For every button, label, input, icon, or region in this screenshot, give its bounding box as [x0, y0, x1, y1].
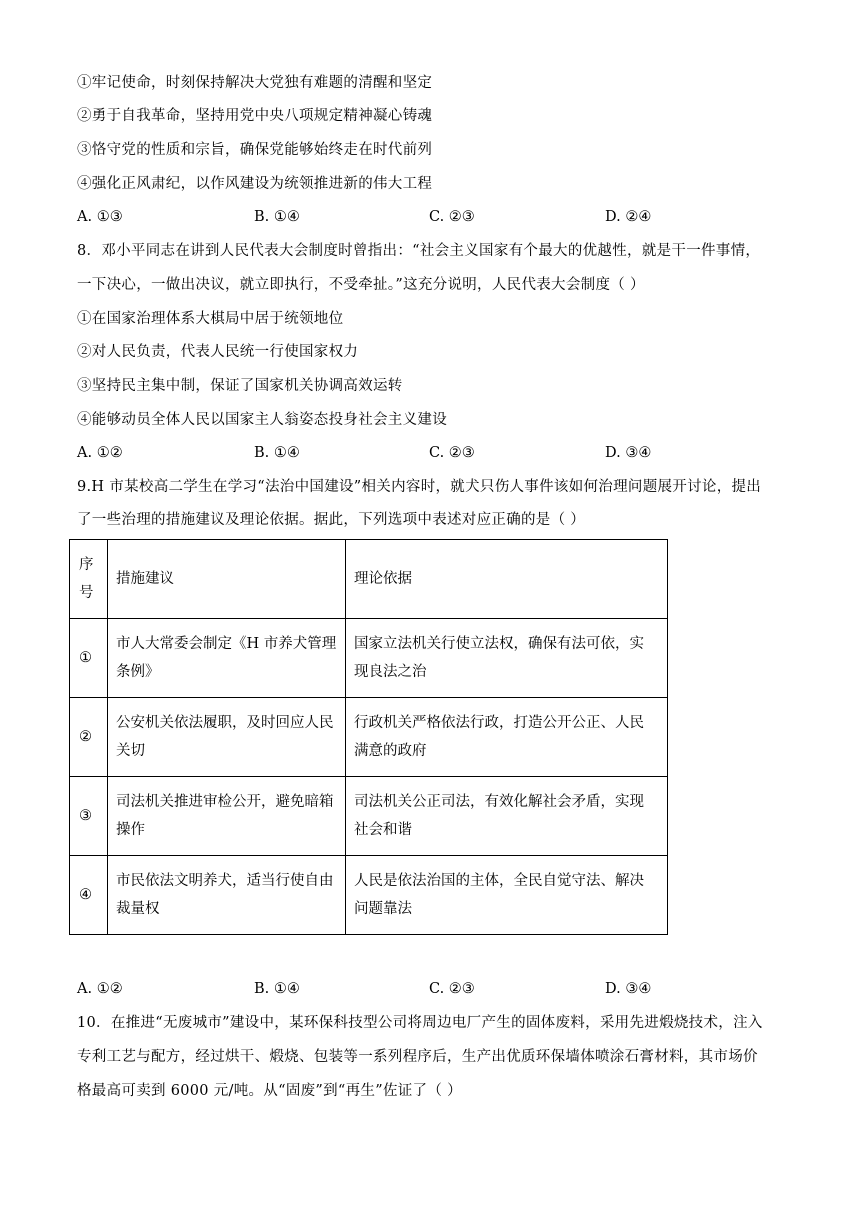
basis-line-1: 司法机关公正司法，有效化解社会矛盾，实现	[354, 794, 644, 810]
suggestion-line-2: 操作	[116, 822, 145, 838]
q8-option-c: C. ②③	[429, 445, 475, 461]
q7-item-3: ③恪守党的性质和宗旨，确保党能够始终走在时代前列	[77, 142, 433, 158]
row-basis	[346, 856, 668, 935]
q8-option-b: B. ①④	[254, 445, 300, 461]
q7-option-a: A. ①③	[77, 209, 123, 225]
q9-options	[77, 979, 797, 999]
suggestion-line-2: 裁量权	[116, 901, 160, 917]
q7-option-d: D. ②④	[605, 209, 652, 225]
q9-option-d: D. ③④	[605, 981, 652, 997]
table-header-row	[70, 540, 668, 619]
suggestion-line-1: 公安机关依法履职，及时回应人民	[116, 715, 334, 731]
basis-line-2: 问题靠法	[354, 901, 412, 917]
q8-option-d: D. ③④	[605, 445, 652, 461]
row-number: ③	[70, 777, 108, 856]
suggestion-line-2: 条例》	[116, 664, 160, 680]
table-row	[70, 619, 668, 698]
table-row	[70, 698, 668, 777]
row-basis	[346, 777, 668, 856]
row-suggestion	[108, 777, 346, 856]
q8-options	[77, 443, 797, 463]
q8-item-3: ③坚持民主集中制，保证了国家机关协调高效运转	[77, 378, 403, 394]
q9-stem-line-1: 9.H 市某校高二学生在学习“法治中国建设”相关内容时，就犬只伤人事件该如何治理问题展开讨论，提出	[77, 479, 762, 495]
basis-line-1: 国家立法机关行使立法权，确保有法可依，实	[354, 636, 644, 652]
row-suggestion	[108, 698, 346, 777]
row-suggestion	[108, 619, 346, 698]
basis-line-2: 现良法之治	[354, 664, 427, 680]
q9-option-a: A. ①②	[77, 981, 123, 997]
q10-stem-line-2: 专利工艺与配方，经过烘干、煅烧、包装等一系列程序后，生产出优质环保墙体喷涂石膏材料，其市场价	[77, 1049, 758, 1065]
header-suggestion: 措施建议	[108, 540, 346, 619]
suggestion-line-1: 司法机关推进审检公开，避免暗箱	[116, 794, 334, 810]
basis-line-1: 行政机关严格依法行政，打造公开公正、人民	[354, 715, 644, 731]
q9-stem-line-2: 了一些治理的措施建议及理论依据。据此，下列选项中表述对应正确的是（ ）	[77, 512, 586, 528]
row-basis	[346, 619, 668, 698]
basis-line-2: 满意的政府	[354, 743, 427, 759]
q9-option-c: C. ②③	[429, 981, 475, 997]
row-basis	[346, 698, 668, 777]
row-number: ①	[70, 619, 108, 698]
q8-item-2: ②对人民负责，代表人民统一行使国家权力	[77, 344, 359, 360]
row-number: ②	[70, 698, 108, 777]
q8-item-1: ①在国家治理体系大棋局中居于统领地位	[77, 311, 344, 327]
q8-stem-line-2: 一下决心，一做出决议，就立即执行，不受牵扯。”这充分说明，人民代表大会制度（ ）	[77, 277, 645, 293]
table-row	[70, 777, 668, 856]
q9-option-b: B. ①④	[254, 981, 300, 997]
q10-stem-line-3: 格最高可卖到 6000 元/吨。从“固废”到“再生”佐证了（ ）	[77, 1083, 462, 1099]
q8-item-4: ④能够动员全体人民以国家主人翁姿态投身社会主义建设	[77, 412, 447, 428]
q7-options	[77, 207, 797, 227]
basis-line-2: 社会和谐	[354, 822, 412, 838]
q9-table	[69, 539, 668, 935]
basis-line-1: 人民是依法治国的主体，全民自觉守法、解决	[354, 873, 644, 889]
q10-stem-line-1: 10．在推进“无废城市”建设中，某环保科技型公司将周边电厂产生的固体废料，采用先进煅烧技术，注入	[77, 1015, 763, 1031]
q7-item-1: ①牢记使命，时刻保持解决大党独有难题的清醒和坚定	[77, 75, 433, 91]
suggestion-line-2: 关切	[116, 743, 145, 759]
row-suggestion	[108, 856, 346, 935]
q7-option-b: B. ①④	[254, 209, 300, 225]
q8-option-a: A. ①②	[77, 445, 123, 461]
suggestion-line-1: 市人大常委会制定《H 市养犬管理	[116, 636, 337, 652]
header-basis: 理论依据	[346, 540, 668, 619]
q7-item-2: ②勇于自我革命，坚持用党中央八项规定精神凝心铸魂	[77, 108, 433, 124]
table-row	[70, 856, 668, 935]
header-number-line-2: 号	[79, 585, 94, 601]
header-number	[70, 540, 108, 619]
suggestion-line-1: 市民依法文明养犬，适当行使自由	[116, 873, 334, 889]
q7-option-c: C. ②③	[429, 209, 475, 225]
row-number: ④	[70, 856, 108, 935]
header-number-line-1: 序	[79, 557, 94, 573]
q7-item-4: ④强化正风肃纪，以作风建设为统领推进新的伟大工程	[77, 176, 433, 192]
q8-stem-line-1: 8．邓小平同志在讲到人民代表大会制度时曾指出：“社会主义国家有个最大的优越性，就是干一件事情，	[77, 243, 761, 259]
